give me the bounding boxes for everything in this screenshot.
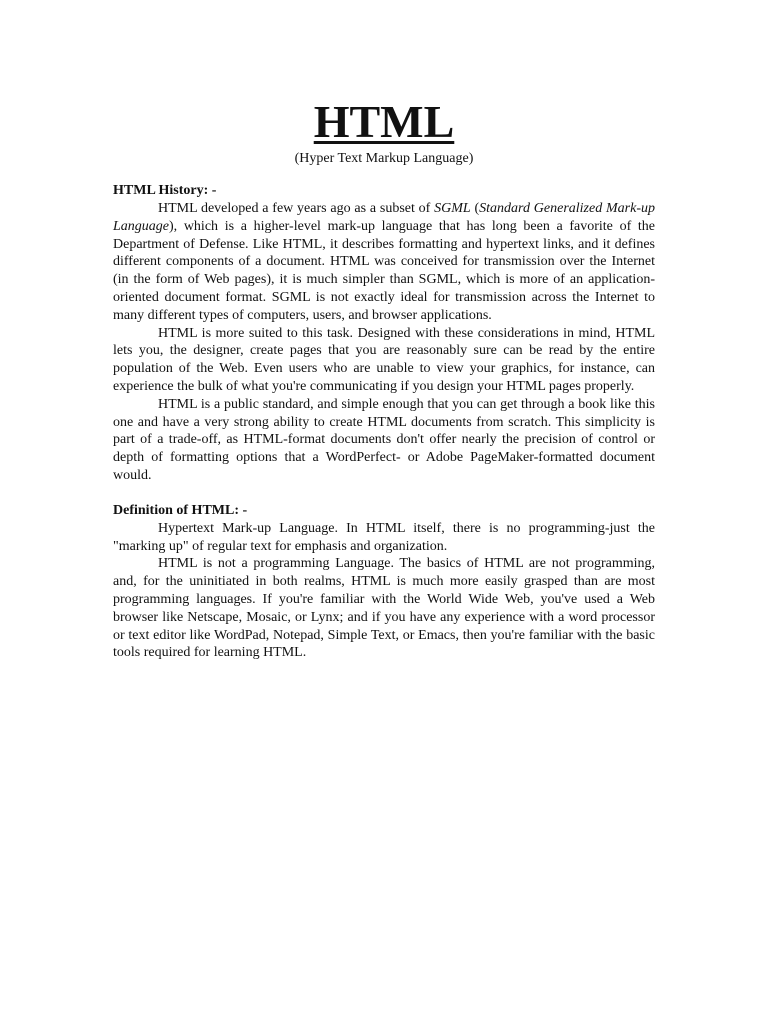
history-p1-sgml-full: Standard Generalized Mark-up Language <box>113 201 655 234</box>
definition-heading: Definition of HTML: - <box>113 502 248 518</box>
definition-paragraph-2: HTML is not a programming Language. The basics of HTML are not programming, and, for the uninitiated in both realms, HTML is much more easily grasped than are most programming languages. If you're familiar with the World Wide Web, you've used a Web browser like Netscape, Mosaic, or Lynx; and if you have any experience with a word processor or text editor like WordPad, Notepad, Simple Text, or Emacs, then you're familiar with the basic tools required for learning HTML. <box>113 556 655 661</box>
history-p1-text-c: ), which is a higher-level mark-up language that has long been a favorite of the Department of Defense. Like HTML, it describes formatting and hypertext links, and it defines different components of a document. HTML was conceived for transmission over the Internet (in the form of Web pages), it is much simpler than SGML, which is more of an application-oriented document format. SGML is not exactly ideal for transmission across the Internet to many different types of computers, users, and browser applications. <box>113 218 655 323</box>
history-heading: HTML History: - <box>113 183 217 198</box>
history-p1-text-a: HTML developed a few years ago as a subset of <box>158 201 435 216</box>
document-title: HTML <box>313 96 455 147</box>
history-paragraph-3: HTML is a public standard, and simple enough that you can get through a book like this one and have a very strong ability to create HTML documents from scratch. This simplicity is part of a trade-off, as HTML-format documents don't offer nearly the precision of control or depth of formatting options that a WordPerfect- or Adobe PageMaker-formatted document would. <box>113 396 655 483</box>
history-p1-sgml: SGML <box>434 201 471 216</box>
history-paragraph-2: HTML is more suited to this task. Designed with these considerations in mind, HTML lets you, the designer, create pages that you are reasonably sure can be read by the entire population of the Web. Even users who are unable to view your graphics, for instance, can experience the bulk of what you're communicating if you design your HTML pages properly. <box>113 325 655 394</box>
history-section <box>113 182 655 485</box>
document-subtitle: (Hyper Text Markup Language) <box>294 151 474 166</box>
definition-paragraph-1: Hypertext Mark-up Language. In HTML itself, there is no programming-just the "marking up" of regular text for emphasis and organization. <box>113 520 655 554</box>
definition-section <box>113 502 655 662</box>
history-p1-text-b: ( <box>470 201 480 216</box>
history-paragraph-1 <box>113 200 655 325</box>
